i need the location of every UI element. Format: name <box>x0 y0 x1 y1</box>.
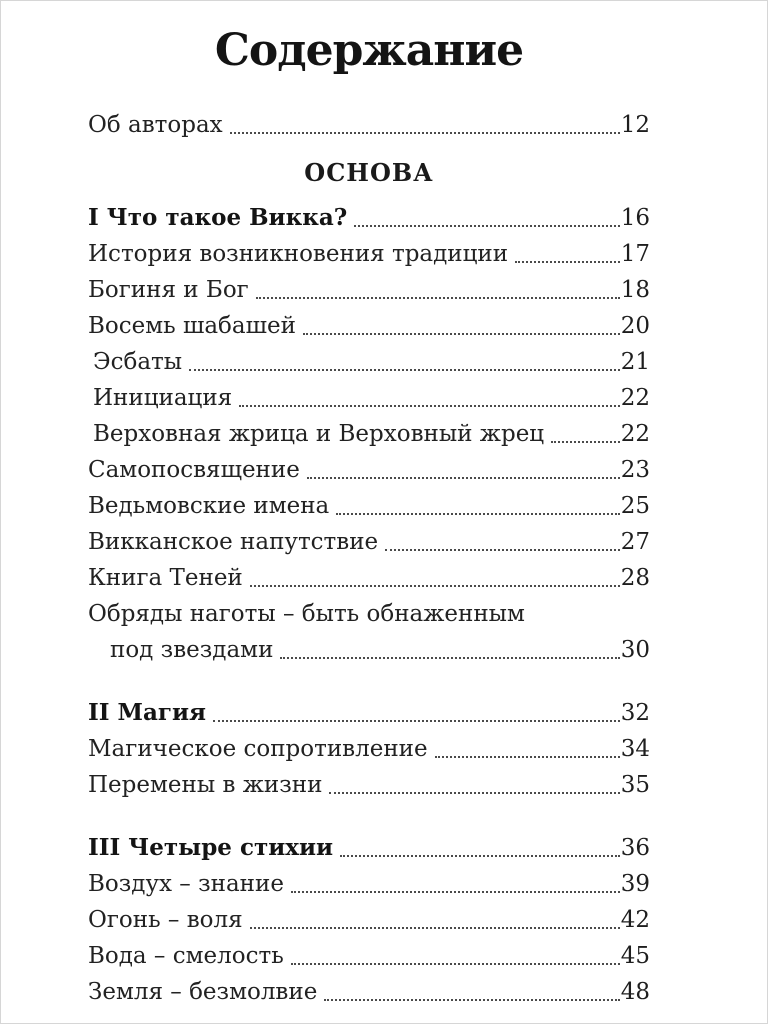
toc-entry <box>88 236 650 272</box>
toc-entry-page: 12 <box>620 112 650 138</box>
toc-entry <box>88 974 650 1010</box>
dotted-leader <box>340 855 620 857</box>
toc-entry-page: 32 <box>620 700 650 726</box>
dotted-leader <box>256 297 620 299</box>
toc-content-column <box>88 0 650 1010</box>
toc-entry-page: 48 <box>620 979 650 1005</box>
toc-list <box>88 107 650 1010</box>
toc-entry-page: 25 <box>620 493 650 519</box>
toc-entry-page: 17 <box>620 241 650 267</box>
toc-entry <box>88 524 650 560</box>
toc-entry-label: II Магия <box>88 699 207 726</box>
dotted-leader <box>291 891 620 893</box>
toc-entry <box>88 767 650 803</box>
dotted-leader <box>291 963 620 965</box>
toc-entry-page: 30 <box>620 637 650 663</box>
toc-entry-label: Ведьмовские имена <box>88 493 330 519</box>
dotted-leader <box>303 333 620 335</box>
toc-entry <box>88 308 650 344</box>
toc-entry-page: 16 <box>620 205 650 231</box>
dotted-leader <box>213 720 620 722</box>
toc-entry-label: Книга Теней <box>88 565 243 591</box>
dotted-leader <box>515 261 620 263</box>
toc-entry-label: Эсбаты <box>93 349 183 375</box>
toc-entry-page: 36 <box>620 835 650 861</box>
dotted-leader <box>239 405 620 407</box>
toc-entry <box>88 380 650 416</box>
dotted-leader <box>551 441 620 443</box>
dotted-leader <box>354 225 620 227</box>
toc-entry-label: Перемены в жизни <box>88 772 323 798</box>
toc-entry-page: 27 <box>620 529 650 555</box>
dotted-leader <box>324 999 619 1001</box>
toc-entry-page: 45 <box>620 943 650 969</box>
toc-entry <box>88 902 650 938</box>
toc-entry-label: Инициация <box>93 385 233 411</box>
toc-entry <box>88 416 650 452</box>
toc-entry-page: 23 <box>620 457 650 483</box>
toc-entry-label: Самопосвящение <box>88 457 300 483</box>
toc-entry-label: Вода – смелость <box>88 943 284 969</box>
toc-entry <box>88 731 650 767</box>
toc-entry-label: Богиня и Бог <box>88 277 249 303</box>
toc-entry-label: Верховная жрица и Верховный жрец <box>93 421 545 447</box>
toc-entry-label: Магическое сопротивление <box>88 736 428 762</box>
dotted-leader <box>250 585 620 587</box>
toc-entry-label: Об авторах <box>88 112 223 138</box>
dotted-leader <box>435 756 620 758</box>
toc-entry-label: Воздух – знание <box>88 871 284 897</box>
toc-entry-label: Земля – безмолвие <box>88 979 318 1005</box>
dotted-leader <box>250 927 620 929</box>
toc-entry <box>88 200 650 236</box>
dotted-leader <box>230 132 620 134</box>
toc-entry-label: Викканское напутствие <box>88 529 379 555</box>
toc-entry-page: 42 <box>620 907 650 933</box>
toc-entry <box>88 452 650 488</box>
dotted-leader <box>385 549 620 551</box>
page-title: Содержание <box>214 25 524 76</box>
toc-entry <box>88 938 650 974</box>
dotted-leader <box>280 657 619 659</box>
toc-entry <box>88 560 650 596</box>
toc-entry-page: 34 <box>620 736 650 762</box>
toc-entry-label: под звездами <box>110 637 274 663</box>
section-heading: ОСНОВА <box>304 158 434 187</box>
toc-entry-page: 22 <box>620 385 650 411</box>
toc-entry-page: 20 <box>620 313 650 339</box>
toc-entry <box>88 344 650 380</box>
toc-entry <box>88 107 650 143</box>
toc-entry <box>88 596 650 632</box>
toc-entry-page: 18 <box>620 277 650 303</box>
toc-entry-label: Обряды наготы – быть обнаженным <box>88 601 525 627</box>
toc-entry-page: 35 <box>620 772 650 798</box>
dotted-leader <box>336 513 619 515</box>
toc-entry-page: 28 <box>620 565 650 591</box>
dotted-leader <box>189 369 620 371</box>
toc-entry-label: Огонь – воля <box>88 907 243 933</box>
toc-entry <box>88 866 650 902</box>
toc-entry-continuation <box>88 632 650 668</box>
dotted-leader <box>307 477 620 479</box>
toc-entry-label: История возникновения традиции <box>88 241 509 267</box>
toc-entry-page: 21 <box>620 349 650 375</box>
toc-entry <box>88 830 650 866</box>
toc-entry-label: I Что такое Викка? <box>88 204 348 231</box>
toc-entry-page: 39 <box>620 871 650 897</box>
toc-entry <box>88 488 650 524</box>
toc-entry-label: Восемь шабашей <box>88 313 296 339</box>
toc-entry-label: III Четыре стихии <box>88 834 334 861</box>
toc-entry <box>88 272 650 308</box>
dotted-leader <box>329 792 619 794</box>
toc-entry-page: 22 <box>620 421 650 447</box>
toc-entry <box>88 695 650 731</box>
